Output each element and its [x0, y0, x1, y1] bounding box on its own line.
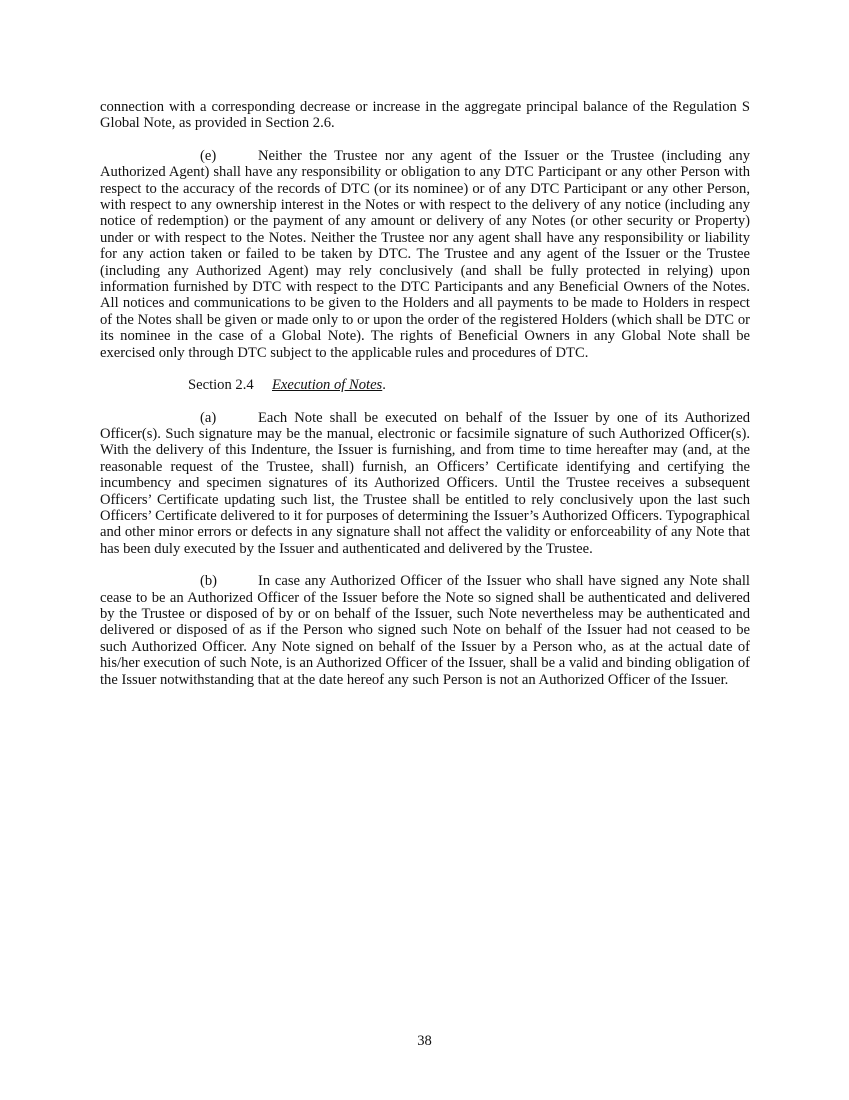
section-number: Section 2.4	[188, 377, 254, 394]
paragraph-e-label: (e)	[200, 147, 217, 164]
paragraph-b-text: In case any Authorized Officer of the Issuer who shall have signed any Note shall cease to be an Authorized Officer of the Issuer before the Note so signed shall be authenticated and delivered by the Trustee or disposed of by or on behalf of the Issuer, such Note nevertheless may be authenticated and delivered or disposed of as if the Person who signed such Note on behalf of the Issuer had not ceased to be such Authorized Officer. Any Note signed on behalf of the Issuer by a Person who, as at the actual date of his/her execution of such Note, is an Authorized Officer of the Issuer, shall be a valid and binding obligation of the Issuer notwithstanding that at the date hereof any such Person is not an Authorized Officer of the Issuer.	[100, 573, 750, 688]
section-heading	[100, 377, 750, 393]
paragraph-e-text: Neither the Trustee nor any agent of the Issuer or the Trustee (including any Authorized Agent) shall have any responsibility or obligation to any DTC Participant or any other Person with respect to the accuracy of the records of DTC (or its nominee) or of any DTC Participant or any other Person, with respect to any ownership interest in the Notes or with respect to the delivery of any notice (including any notice of redemption) or the payment of any amount or delivery of any Notes (or other security or Property) under or with respect to the Notes. Neither the Trustee nor any agent shall have any responsibility or liability for any action taken or failed to be taken by DTC. The Trustee and any agent of the Issuer or the Trustee (including any Authorized Agent) may rely conclusively (and shall be fully protected in relying) upon information furnished by DTC with respect to the DTC Participants and any Beneficial Owners of the Notes. All notices and communications to be given to the Holders and all payments to be made to Holders in respect of the Notes shall be given or made only to or upon the order of the registered Holders (which shall be DTC or its nominee in the case of a Global Note). The rights of Beneficial Owners in any Global Note shall be exercised only through DTC subject to the applicable rules and procedures of DTC.	[100, 147, 750, 361]
paragraph-a-label: (a)	[200, 409, 217, 426]
document-body	[100, 99, 750, 688]
section-title-suffix: .	[382, 377, 386, 394]
section-title: Execution of Notes	[272, 377, 383, 394]
paragraph-e	[100, 148, 750, 361]
page-number: 38	[417, 1033, 432, 1049]
paragraph-b	[100, 573, 750, 688]
paragraph-a	[100, 410, 750, 558]
paragraph-b-label: (b)	[200, 573, 218, 590]
paragraph-a-text: Each Note shall be executed on behalf of the Issuer by one of its Authorized Officer(s). Such signature may be the manual, electronic or facsimile signature of such Authorized Officer(s). With the delivery of this Indenture, the Issuer is furnishing, and from time to time hereafter may (and, at the reasonable request of the Trustee, shall) furnish, an Officers’ Certificate identifying and certifying the incumbency and specimen signatures of its Authorized Officers. Until the Trustee receives a subsequent Officers’ Certificate updating such list, the Trustee shall be entitled to rely conclusively upon the last such Officers’ Certificate delivered to it for purposes of determining the Issuer’s Authorized Officers. Typographical and other minor errors or defects in any signature shall not affect the validity or enforceability of any Note that has been duly executed by the Issuer and authenticated and delivered by the Trustee.	[100, 409, 750, 557]
intro-paragraph: connection with a corresponding decrease or increase in the aggregate principal balance of the Regulation S Global Note, as provided in Section 2.6.	[100, 99, 750, 132]
